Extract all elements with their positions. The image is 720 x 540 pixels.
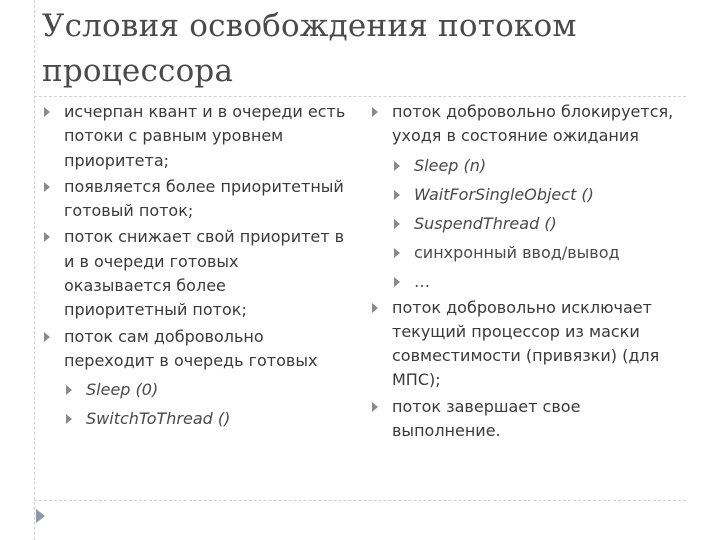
list-item-text: поток снижает свой приоритет в и в очереди готовых оказывается более приоритетный поток; xyxy=(64,227,345,320)
sub-list-item xyxy=(40,404,346,433)
bullet-triangle-icon xyxy=(44,332,50,342)
sub-list-item-text: … xyxy=(414,271,430,291)
sub-list-item xyxy=(368,151,686,180)
list-item xyxy=(368,395,686,444)
sub-list-item-text: синхронный ввод/вывод xyxy=(414,242,620,262)
title-divider xyxy=(34,96,686,97)
footer-divider xyxy=(34,500,686,501)
sub-list-item-text: Sleep (0) xyxy=(86,380,159,400)
sub-list-item-text: SwitchToThread () xyxy=(86,409,231,429)
list-item xyxy=(368,296,686,393)
list-item-text: поток добровольно блокируется, уходя в состояние ожидания xyxy=(392,102,674,146)
sub-list-item xyxy=(368,267,686,296)
sub-list-item-text: Sleep (n) xyxy=(414,155,487,175)
list-item-text: появляется более приоритетный готовый поток; xyxy=(64,176,344,221)
sub-list-item xyxy=(368,209,686,238)
sub-list-item xyxy=(368,180,686,209)
bullet-triangle-icon xyxy=(44,182,50,192)
bullet-triangle-icon xyxy=(372,107,378,117)
list-item xyxy=(40,100,346,173)
list-item xyxy=(40,175,346,224)
left-bullet-list xyxy=(40,100,346,433)
sub-list-item xyxy=(368,238,686,267)
bullet-triangle-icon xyxy=(394,190,400,200)
decorative-vertical-rule xyxy=(34,0,35,540)
footer-triangle-icon xyxy=(36,509,45,523)
bullet-triangle-icon xyxy=(66,414,72,424)
bullet-triangle-icon xyxy=(394,277,400,287)
list-item-text: исчерпан квант и в очереди есть потоки с равным уровнем приоритета; xyxy=(64,102,346,170)
bullet-triangle-icon xyxy=(394,219,400,229)
list-item xyxy=(40,225,346,322)
list-item-text: поток завершает свое выполнение. xyxy=(392,396,581,441)
list-item-text: поток добровольно исключает текущий процессор из маски совместимости (привязки) (для МПС); xyxy=(392,297,660,390)
sub-list-item-text: WaitForSingleObject () xyxy=(414,184,594,204)
list-item xyxy=(40,325,346,374)
sub-list-item xyxy=(40,375,346,404)
bullet-triangle-icon xyxy=(44,232,50,242)
sub-list-item-text: SuspendThread () xyxy=(414,213,557,233)
bullet-triangle-icon xyxy=(394,248,400,258)
list-item-text: поток сам добровольно переходит в очередь готовых xyxy=(64,326,318,370)
right-bullet-list xyxy=(368,100,686,445)
list-item xyxy=(368,100,686,149)
bullet-triangle-icon xyxy=(394,161,400,171)
bullet-triangle-icon xyxy=(66,385,72,395)
bullet-triangle-icon xyxy=(372,402,378,412)
bullet-triangle-icon xyxy=(44,107,50,117)
slide-title: Условия освобождения потоком процессора xyxy=(42,8,577,89)
bullet-triangle-icon xyxy=(372,303,378,313)
